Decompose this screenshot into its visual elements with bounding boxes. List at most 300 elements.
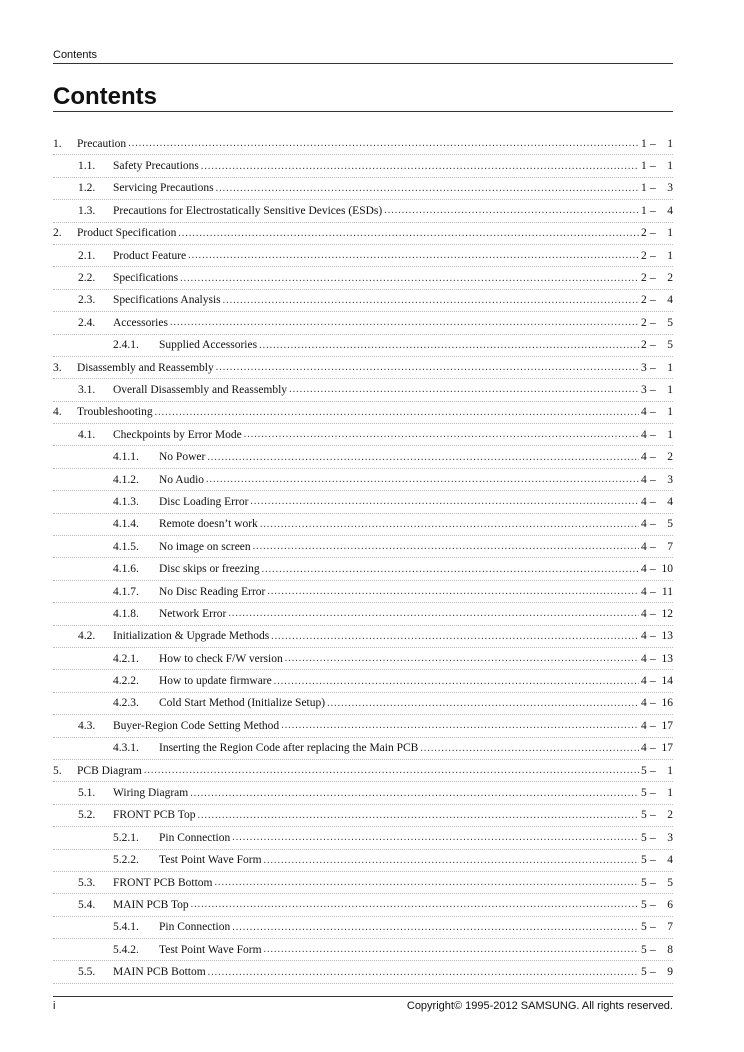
toc-entry-label[interactable]: FRONT PCB Top: [113, 809, 196, 822]
toc-page-separator: –: [650, 675, 656, 688]
toc-entry-page-number: 3: [667, 182, 673, 195]
running-header: [53, 49, 673, 64]
toc-page-separator: –: [650, 854, 656, 867]
toc-entry-label[interactable]: Accessories: [113, 316, 168, 329]
toc-entry-chapter: 4: [641, 451, 647, 464]
toc-entry-chapter: 2: [641, 249, 647, 262]
toc-entry-chapter: 4: [641, 742, 647, 755]
toc-entry-label[interactable]: Wiring Diagram: [113, 787, 189, 800]
toc-entry-page-number: 5: [667, 339, 673, 352]
toc-entry-chapter: 4: [641, 719, 647, 732]
toc-entry-label-wrap: [159, 563, 641, 575]
toc-entry-label[interactable]: Disc skips or freezing: [159, 563, 260, 576]
toc-entry-chapter: 4: [641, 675, 647, 688]
toc-page-separator: –: [650, 585, 656, 598]
toc-entry-label-wrap: [113, 787, 641, 799]
toc-entry-page-number: 1: [667, 787, 673, 800]
toc-entry-number: 4.1.8.: [113, 607, 139, 620]
toc-page-separator: –: [650, 383, 656, 396]
toc-entry-page: [641, 675, 673, 687]
toc-dot-leader: [206, 474, 639, 485]
toc-entry-page-number: 1: [667, 383, 673, 396]
toc-entry-label-wrap: [159, 675, 641, 687]
toc-entry-page: [641, 496, 673, 508]
toc-dot-leader: [223, 295, 639, 306]
toc-entry-page-number: 1: [667, 160, 673, 173]
toc-entry-label[interactable]: Buyer-Region Code Setting Method: [113, 719, 280, 732]
toc-entry-page: [641, 205, 673, 217]
toc-entry-chapter: 5: [641, 854, 647, 867]
toc-entry-label[interactable]: Pin Connection: [159, 921, 231, 934]
toc-entry-page: [641, 854, 673, 866]
toc-dot-leader: [289, 384, 639, 395]
toc-entry-label-wrap: [159, 451, 641, 463]
toc-entry-label-wrap: [113, 966, 641, 978]
toc-entry[interactable]: [53, 133, 673, 155]
toc-entry-label-wrap: [159, 854, 641, 866]
toc-page-separator: –: [650, 898, 656, 911]
toc-entry-page: [641, 272, 673, 284]
toc-entry-chapter: 2: [641, 316, 647, 329]
toc-entry-chapter: 2: [641, 227, 647, 240]
toc-entry-page-number: 9: [667, 966, 673, 979]
toc-entry[interactable]: [53, 872, 673, 894]
toc-entry-number: 1.: [53, 137, 62, 150]
toc-dot-leader: [253, 541, 639, 552]
toc-entry-page: [641, 608, 673, 620]
toc-dot-leader: [216, 362, 639, 373]
toc-entry-label-wrap: [113, 384, 641, 396]
toc-entry[interactable]: [53, 961, 673, 983]
toc-entry-number: 4.1.1.: [113, 451, 139, 464]
toc-dot-leader: [207, 452, 639, 463]
toc-entry-label[interactable]: Product Feature: [113, 249, 187, 262]
toc-entry-page: [641, 742, 673, 754]
toc-entry-label-wrap: [77, 362, 641, 374]
toc-page-separator: –: [650, 227, 656, 240]
toc-entry[interactable]: [53, 536, 673, 558]
toc-entry-label[interactable]: Specifications Analysis: [113, 294, 221, 307]
toc-dot-leader: [285, 653, 639, 664]
toc-entry[interactable]: [53, 223, 673, 245]
toc-entry-label[interactable]: No Disc Reading Error: [159, 585, 266, 598]
toc-dot-leader: [188, 250, 639, 261]
toc-entry[interactable]: [53, 827, 673, 849]
toc-page-separator: –: [650, 204, 656, 217]
toc-entry[interactable]: [53, 670, 673, 692]
toc-entry-page-number: 5: [667, 876, 673, 889]
toc-entry-label[interactable]: Test Point Wave Form: [159, 943, 262, 956]
toc-page-separator: –: [650, 316, 656, 329]
toc-entry-label-wrap: [113, 272, 641, 284]
toc-entry-page: [641, 899, 673, 911]
toc-entry-label-wrap: [113, 720, 641, 732]
toc-entry[interactable]: [53, 693, 673, 715]
toc-entry-number: 3.1.: [78, 383, 96, 396]
toc-entry-label-wrap: [159, 608, 641, 620]
toc-entry-number: 2.4.: [78, 316, 96, 329]
toc-dot-leader: [201, 161, 639, 172]
toc-entry-number: 4.2.1.: [113, 652, 139, 665]
toc-entry-number: 4.1.7.: [113, 585, 139, 598]
toc-entry-label[interactable]: Remote doesn’t work: [159, 518, 258, 531]
toc-entry-label[interactable]: Initialization & Upgrade Methods: [113, 630, 270, 643]
toc-entry-chapter: 1: [641, 160, 647, 173]
toc-entry-label-wrap: [159, 496, 641, 508]
toc-entry-chapter: 4: [641, 495, 647, 508]
toc-entry[interactable]: [53, 850, 673, 872]
toc-entry-page: [641, 138, 673, 150]
toc-entry-page: [641, 384, 673, 396]
toc-entry-label[interactable]: Servicing Precautions: [113, 182, 214, 195]
toc-entry[interactable]: [53, 335, 673, 357]
toc-entry-chapter: 5: [641, 787, 647, 800]
toc-page-separator: –: [650, 406, 656, 419]
toc-entry-chapter: 3: [641, 383, 647, 396]
toc-entry-page: [641, 787, 673, 799]
toc-entry-label[interactable]: PCB Diagram: [77, 764, 142, 777]
toc-entry-chapter: 5: [641, 831, 647, 844]
toc-dot-leader: [216, 183, 639, 194]
toc-entry-page: [641, 160, 673, 172]
toc-dot-leader: [420, 743, 639, 754]
toc-page-separator: –: [650, 495, 656, 508]
toc-entry-label[interactable]: FRONT PCB Bottom: [113, 876, 213, 889]
toc-entry[interactable]: [53, 715, 673, 737]
toc-entry-chapter: 1: [641, 204, 647, 217]
toc-dot-leader: [244, 429, 639, 440]
toc-entry[interactable]: [53, 648, 673, 670]
toc-page-separator: –: [650, 518, 656, 531]
toc-entry-number: 4.3.1.: [113, 742, 139, 755]
toc-entry-chapter: 5: [641, 921, 647, 934]
toc-entry-page-number: 1: [667, 361, 673, 374]
toc-page-separator: –: [650, 294, 656, 307]
toc-page-separator: –: [650, 160, 656, 173]
toc-entry-page-number: 8: [667, 943, 673, 956]
toc-entry-page-number: 1: [667, 249, 673, 262]
toc-entry-page: [641, 809, 673, 821]
toc-entry-page-number: 3: [667, 473, 673, 486]
toc-entry-page: [641, 474, 673, 486]
toc-entry-label-wrap: [77, 138, 641, 150]
toc-dot-leader: [155, 407, 639, 418]
toc-entry-label[interactable]: Pin Connection: [159, 831, 231, 844]
toc-entry-label-wrap: [159, 653, 641, 665]
toc-entry[interactable]: [53, 245, 673, 267]
toc-entry[interactable]: [53, 155, 673, 177]
toc-entry-number: 2.4.1.: [113, 339, 139, 352]
toc-entry[interactable]: [53, 267, 673, 289]
toc-entry-number: 4.1.: [78, 428, 96, 441]
toc-entry-label-wrap: [159, 697, 641, 709]
toc-entry-number: 1.3.: [78, 204, 96, 217]
toc-entry-label[interactable]: Network Error: [159, 607, 227, 620]
toc-entry-label[interactable]: No Audio: [159, 473, 205, 486]
toc-entry-page: [641, 944, 673, 956]
toc-dot-leader: [262, 564, 639, 575]
toc-entry-number: 4.1.6.: [113, 563, 139, 576]
toc-entry-number: 4.1.3.: [113, 495, 139, 508]
toc-entry-page-number: 5: [667, 316, 673, 329]
toc-entry-number: 4.1.5.: [113, 540, 139, 553]
footer-page-number: i: [53, 1000, 56, 1012]
toc-entry-label[interactable]: Disc Loading Error: [159, 495, 249, 508]
toc-entry-page: [641, 921, 673, 933]
toc-entry-number: 4.2.2.: [113, 675, 139, 688]
toc-entry[interactable]: [53, 379, 673, 401]
toc-entry[interactable]: [53, 469, 673, 491]
toc-entry-label[interactable]: Test Point Wave Form: [159, 854, 262, 867]
toc-entry-page-number: 3: [667, 831, 673, 844]
toc-entry-page-number: 16: [661, 697, 673, 710]
toc-entry-number: 4.2.3.: [113, 697, 139, 710]
toc-entry[interactable]: [53, 805, 673, 827]
toc-entry-label[interactable]: Troubleshooting: [77, 406, 153, 419]
toc-entry-page: [641, 317, 673, 329]
toc-entry-number: 5.3.: [78, 876, 96, 889]
toc-entry-label-wrap: [113, 429, 641, 441]
toc-page-separator: –: [650, 361, 656, 374]
toc-entry[interactable]: [53, 558, 673, 580]
toc-entry-page-number: 4: [667, 204, 673, 217]
toc-entry-page: [641, 294, 673, 306]
toc-page-separator: –: [650, 921, 656, 934]
toc-entry-chapter: 4: [641, 563, 647, 576]
toc-dot-leader: [232, 832, 639, 843]
toc-entry-label[interactable]: Inserting the Region Code after replacing the Main PCB: [159, 742, 419, 755]
toc-entry-page-number: 1: [667, 137, 673, 150]
toc-entry-label[interactable]: Product Specification: [77, 227, 177, 240]
toc-entry-page: [641, 429, 673, 441]
toc-dot-leader: [384, 205, 639, 216]
toc-page-separator: –: [650, 652, 656, 665]
toc-entry-page-number: 14: [661, 675, 673, 688]
toc-entry-page-number: 2: [667, 809, 673, 822]
toc-entry-page-number: 17: [661, 719, 673, 732]
toc-entry-label[interactable]: No image on screen: [159, 540, 251, 553]
toc-entry[interactable]: [53, 760, 673, 782]
toc-entry-number: 5.5.: [78, 966, 96, 979]
toc-dot-leader: [228, 608, 639, 619]
toc-entry-label[interactable]: How to update firmware: [159, 675, 272, 688]
toc-page-separator: –: [650, 563, 656, 576]
toc-entry-chapter: 5: [641, 966, 647, 979]
toc-entry-page-number: 6: [667, 898, 673, 911]
toc-entry-page-number: 4: [667, 495, 673, 508]
toc-entry[interactable]: [53, 603, 673, 625]
toc-entry[interactable]: [53, 917, 673, 939]
toc-entry-page: [641, 451, 673, 463]
toc-entry-number: 4.: [53, 406, 62, 419]
toc-entry[interactable]: [53, 782, 673, 804]
toc-entry-label-wrap: [113, 182, 641, 194]
toc-entry-page-number: 4: [667, 854, 673, 867]
toc-entry-label[interactable]: Specifications: [113, 272, 179, 285]
toc-entry-chapter: 4: [641, 697, 647, 710]
toc-dot-leader: [198, 810, 640, 821]
toc-entry[interactable]: [53, 402, 673, 424]
toc-entry-label[interactable]: Precaution: [77, 137, 127, 150]
toc-entry[interactable]: [53, 626, 673, 648]
toc-entry-chapter: 5: [641, 764, 647, 777]
toc-entry-label[interactable]: Overall Disassembly and Reassembly: [113, 383, 288, 396]
toc-entry-chapter: 5: [641, 943, 647, 956]
toc-entry-number: 4.1.2.: [113, 473, 139, 486]
toc-entry-number: 5.4.1.: [113, 921, 139, 934]
toc-page-separator: –: [650, 831, 656, 844]
toc-page-separator: –: [650, 540, 656, 553]
toc-entry[interactable]: [53, 491, 673, 513]
toc-dot-leader: [327, 698, 639, 709]
toc-entry-number: 5.2.2.: [113, 854, 139, 867]
toc-page-separator: –: [650, 182, 656, 195]
toc-entry-page-number: 4: [667, 294, 673, 307]
toc-entry-label-wrap: [159, 518, 641, 530]
toc-entry[interactable]: [53, 290, 673, 312]
toc-entry-page-number: 17: [661, 742, 673, 755]
toc-page-separator: –: [650, 473, 656, 486]
toc-entry-chapter: 4: [641, 406, 647, 419]
toc-page-separator: –: [650, 764, 656, 777]
toc-entry-number: 2.3.: [78, 294, 96, 307]
toc-page-separator: –: [650, 137, 656, 150]
toc-entry-label-wrap: [77, 227, 641, 239]
toc-entry-label[interactable]: MAIN PCB Top: [113, 898, 189, 911]
toc-entry-page: [641, 541, 673, 553]
toc-entry-chapter: 5: [641, 898, 647, 911]
toc-entry-label[interactable]: Cold Start Method (Initialize Setup): [159, 697, 326, 710]
toc-entry-chapter: 4: [641, 518, 647, 531]
toc-entry-label[interactable]: Safety Precautions: [113, 160, 199, 173]
toc-entry-chapter: 2: [641, 339, 647, 352]
toc-entry-page: [641, 697, 673, 709]
toc-dot-leader: [267, 586, 639, 597]
toc-entry-number: 2.2.: [78, 272, 96, 285]
toc-entry-number: 1.2.: [78, 182, 96, 195]
toc-entry-page-number: 10: [661, 563, 673, 576]
toc-entry-page: [641, 518, 673, 530]
page-footer: [53, 996, 673, 1012]
toc-dot-leader: [281, 720, 639, 731]
toc-entry-number: 3.: [53, 361, 62, 374]
toc-entry-page-number: 11: [661, 585, 673, 598]
toc-entry-chapter: 4: [641, 540, 647, 553]
toc-entry[interactable]: [53, 894, 673, 916]
toc-dot-leader: [191, 899, 639, 910]
toc-page-separator: –: [650, 742, 656, 755]
toc-entry[interactable]: [53, 357, 673, 379]
toc-entry-label[interactable]: Disassembly and Reassembly: [77, 361, 214, 374]
toc-entry-label[interactable]: Precautions for Electrostatically Sensitive Devices (ESDs): [113, 204, 383, 217]
toc-entry-chapter: 3: [641, 361, 647, 374]
toc-entry-label[interactable]: Supplied Accessories: [159, 339, 258, 352]
toc-dot-leader: [170, 317, 639, 328]
toc-entry-number: 2.1.: [78, 249, 96, 262]
toc-entry-chapter: 4: [641, 652, 647, 665]
toc-page-separator: –: [650, 272, 656, 285]
toc-dot-leader: [208, 967, 639, 978]
toc-dot-leader: [180, 273, 639, 284]
toc-page-separator: –: [650, 697, 656, 710]
toc-entry-page-number: 5: [667, 518, 673, 531]
footer-copyright: Copyright© 1995-2012 SAMSUNG. All rights reserved.: [406, 1000, 673, 1012]
toc-entry-page-number: 2: [667, 272, 673, 285]
toc-dot-leader: [260, 519, 639, 530]
toc-entry-page-number: 12: [661, 607, 673, 620]
toc-entry-page: [641, 362, 673, 374]
toc-entry[interactable]: [53, 312, 673, 334]
toc-entry[interactable]: [53, 178, 673, 200]
toc-page-separator: –: [650, 809, 656, 822]
toc-entry-page: [641, 966, 673, 978]
toc-entry-label-wrap: [113, 250, 641, 262]
toc-dot-leader: [271, 631, 639, 642]
toc-entry-chapter: 4: [641, 607, 647, 620]
toc-entry-label-wrap: [77, 765, 641, 777]
toc-entry-label-wrap: [113, 630, 641, 642]
toc-entry[interactable]: [53, 581, 673, 603]
toc-entry-label[interactable]: How to check F/W version: [159, 652, 283, 665]
toc-entry-page: [641, 653, 673, 665]
toc-entry[interactable]: [53, 446, 673, 468]
toc-entry-page-number: 2: [667, 451, 673, 464]
toc-page-separator: –: [650, 451, 656, 464]
toc-entry-number: 2.: [53, 227, 62, 240]
page-title: Contents: [53, 84, 673, 112]
toc-entry[interactable]: [53, 939, 673, 961]
toc-dot-leader: [264, 855, 639, 866]
toc-entry-page: [641, 227, 673, 239]
toc-entry-chapter: 4: [641, 428, 647, 441]
toc-entry-label-wrap: [159, 944, 641, 956]
toc-entry-chapter: 2: [641, 272, 647, 285]
toc-entry-label[interactable]: MAIN PCB Bottom: [113, 966, 206, 979]
toc-entry-page: [641, 406, 673, 418]
toc-entry-chapter: 4: [641, 585, 647, 598]
toc-page-separator: –: [650, 719, 656, 732]
toc-entry-number: 5.2.1.: [113, 831, 139, 844]
toc-entry-label-wrap: [77, 406, 641, 418]
toc-dot-leader: [232, 922, 639, 933]
toc-entry-number: 5.1.: [78, 787, 96, 800]
toc-page-separator: –: [650, 966, 656, 979]
toc-entry-label[interactable]: No Power: [159, 451, 206, 464]
toc-entry-label-wrap: [113, 294, 641, 306]
toc-entry[interactable]: [53, 424, 673, 446]
toc-dot-leader: [259, 340, 639, 351]
toc-entry-page-number: 1: [667, 428, 673, 441]
toc-entry-chapter: 5: [641, 809, 647, 822]
toc-entry-label-wrap: [159, 832, 641, 844]
toc-entry-chapter: 4: [641, 473, 647, 486]
toc-entry-label-wrap: [113, 877, 641, 889]
toc-page-separator: –: [650, 876, 656, 889]
toc-entry-page: [641, 877, 673, 889]
toc-entry-page: [641, 765, 673, 777]
toc-entry-page: [641, 630, 673, 642]
toc-entry-page-number: 7: [667, 921, 673, 934]
toc-entry-chapter: 1: [641, 182, 647, 195]
toc-entry[interactable]: [53, 514, 673, 536]
toc-entry-label[interactable]: Checkpoints by Error Mode: [113, 428, 242, 441]
toc-entry-page: [641, 250, 673, 262]
toc-entry-number: 1.1.: [78, 160, 96, 173]
toc-entry[interactable]: [53, 200, 673, 222]
toc-entry-number: 5.2.: [78, 809, 96, 822]
toc-dot-leader: [274, 676, 639, 687]
toc-entry[interactable]: [53, 738, 673, 760]
